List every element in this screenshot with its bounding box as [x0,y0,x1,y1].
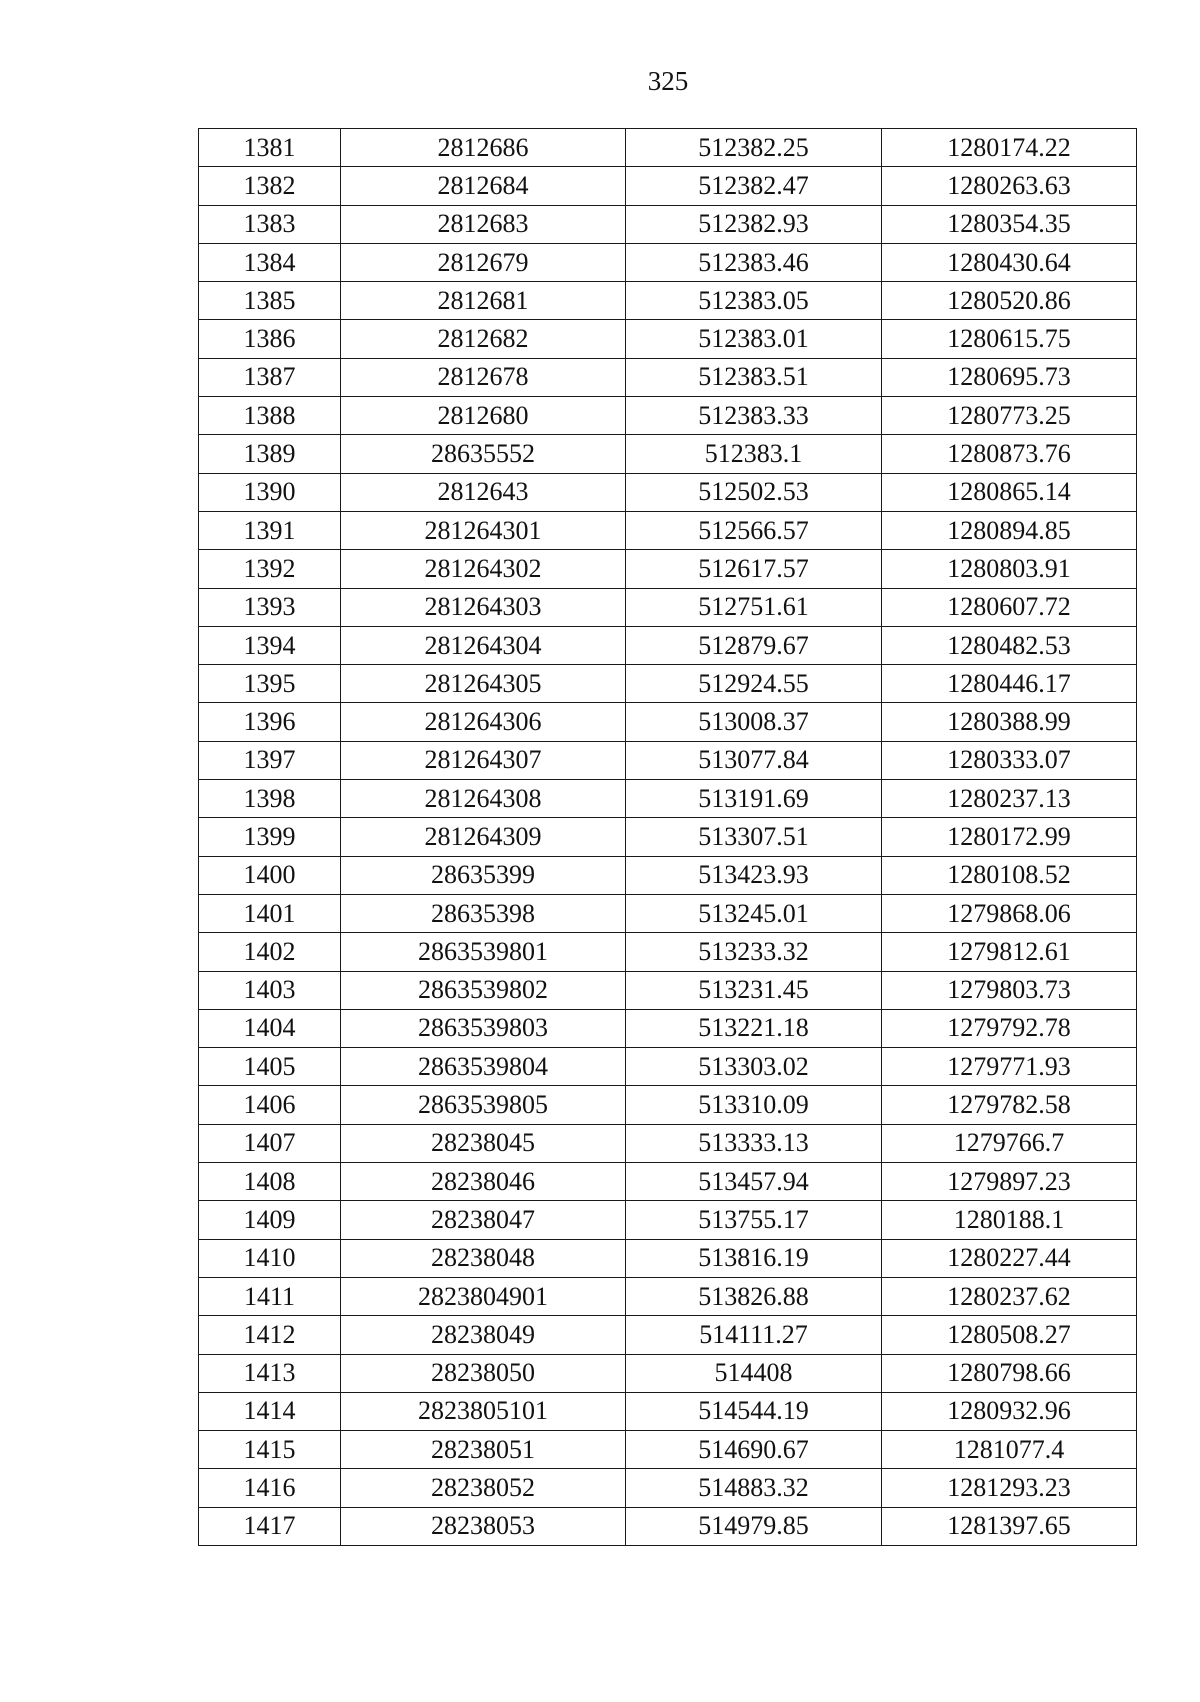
y-coordinate-cell: 1280188.1 [882,1201,1137,1239]
y-coordinate-cell: 1280894.85 [882,511,1137,549]
table-row [199,626,1137,664]
point-id-cell: 2823804901 [341,1277,626,1315]
y-coordinate-cell: 1281077.4 [882,1431,1137,1469]
table-row [199,1048,1137,1086]
table-row [199,1163,1137,1201]
row-number-cell: 1385 [199,282,341,320]
y-coordinate-cell: 1279803.73 [882,971,1137,1009]
y-coordinate-cell: 1280873.76 [882,435,1137,473]
x-coordinate-cell: 512383.1 [626,435,882,473]
row-number-cell: 1390 [199,473,341,511]
table-row [199,1469,1137,1507]
x-coordinate-cell: 513231.45 [626,971,882,1009]
y-coordinate-cell: 1280865.14 [882,473,1137,511]
y-coordinate-cell: 1280615.75 [882,320,1137,358]
x-coordinate-cell: 513221.18 [626,1009,882,1047]
table-row [199,282,1137,320]
point-id-cell: 28238045 [341,1124,626,1162]
point-id-cell: 2863539802 [341,971,626,1009]
x-coordinate-cell: 513191.69 [626,780,882,818]
row-number-cell: 1384 [199,243,341,281]
table-row [199,1201,1137,1239]
row-number-cell: 1410 [199,1239,341,1277]
row-number-cell: 1387 [199,358,341,396]
point-id-cell: 2863539805 [341,1086,626,1124]
table-row [199,435,1137,473]
x-coordinate-cell: 513233.32 [626,933,882,971]
row-number-cell: 1382 [199,167,341,205]
y-coordinate-cell: 1279868.06 [882,894,1137,932]
point-id-cell: 2812684 [341,167,626,205]
point-id-cell: 28635398 [341,894,626,932]
point-id-cell: 28238053 [341,1507,626,1545]
point-id-cell: 2812643 [341,473,626,511]
x-coordinate-cell: 512924.55 [626,665,882,703]
y-coordinate-cell: 1279766.7 [882,1124,1137,1162]
x-coordinate-cell: 512879.67 [626,626,882,664]
y-coordinate-cell: 1280237.62 [882,1277,1137,1315]
row-number-cell: 1409 [199,1201,341,1239]
table-row [199,894,1137,932]
row-number-cell: 1400 [199,856,341,894]
row-number-cell: 1405 [199,1048,341,1086]
x-coordinate-cell: 512617.57 [626,550,882,588]
row-number-cell: 1388 [199,397,341,435]
point-id-cell: 281264302 [341,550,626,588]
point-id-cell: 2812682 [341,320,626,358]
page-number: 325 [647,66,689,96]
table-row [199,1316,1137,1354]
point-id-cell: 28238051 [341,1431,626,1469]
y-coordinate-cell: 1280172.99 [882,818,1137,856]
x-coordinate-cell: 512382.93 [626,205,882,243]
point-id-cell: 28238048 [341,1239,626,1277]
y-coordinate-cell: 1280108.52 [882,856,1137,894]
table-row [199,167,1137,205]
table-row [199,1277,1137,1315]
point-id-cell: 2812679 [341,243,626,281]
x-coordinate-cell: 514690.67 [626,1431,882,1469]
x-coordinate-cell: 512751.61 [626,588,882,626]
x-coordinate-cell: 512566.57 [626,511,882,549]
row-number-cell: 1413 [199,1354,341,1392]
table-row [199,1354,1137,1392]
y-coordinate-cell: 1279812.61 [882,933,1137,971]
table-row [199,1392,1137,1430]
y-coordinate-cell: 1280174.22 [882,129,1137,167]
y-coordinate-cell: 1280263.63 [882,167,1137,205]
y-coordinate-cell: 1280446.17 [882,665,1137,703]
x-coordinate-cell: 513303.02 [626,1048,882,1086]
y-coordinate-cell: 1280695.73 [882,358,1137,396]
row-number-cell: 1399 [199,818,341,856]
row-number-cell: 1412 [199,1316,341,1354]
y-coordinate-cell: 1280333.07 [882,741,1137,779]
row-number-cell: 1402 [199,933,341,971]
point-id-cell: 281264305 [341,665,626,703]
point-id-cell: 281264303 [341,588,626,626]
table-row [199,1507,1137,1545]
x-coordinate-cell: 513008.37 [626,703,882,741]
row-number-cell: 1392 [199,550,341,588]
table-row [199,511,1137,549]
y-coordinate-cell: 1281397.65 [882,1507,1137,1545]
y-coordinate-cell: 1280773.25 [882,397,1137,435]
row-number-cell: 1414 [199,1392,341,1430]
x-coordinate-cell: 513077.84 [626,741,882,779]
point-id-cell: 28238050 [341,1354,626,1392]
y-coordinate-cell: 1280798.66 [882,1354,1137,1392]
y-coordinate-cell: 1280354.35 [882,205,1137,243]
row-number-cell: 1406 [199,1086,341,1124]
x-coordinate-cell: 512383.46 [626,243,882,281]
x-coordinate-cell: 513245.01 [626,894,882,932]
table-row [199,741,1137,779]
x-coordinate-cell: 514883.32 [626,1469,882,1507]
row-number-cell: 1383 [199,205,341,243]
x-coordinate-cell: 512383.01 [626,320,882,358]
point-id-cell: 28635552 [341,435,626,473]
row-number-cell: 1401 [199,894,341,932]
y-coordinate-cell: 1279771.93 [882,1048,1137,1086]
table-row [199,358,1137,396]
x-coordinate-cell: 513755.17 [626,1201,882,1239]
point-id-cell: 2812683 [341,205,626,243]
row-number-cell: 1391 [199,511,341,549]
row-number-cell: 1394 [199,626,341,664]
point-id-cell: 2812680 [341,397,626,435]
table-row [199,933,1137,971]
y-coordinate-cell: 1281293.23 [882,1469,1137,1507]
y-coordinate-cell: 1280482.53 [882,626,1137,664]
x-coordinate-cell: 512382.47 [626,167,882,205]
x-coordinate-cell: 513423.93 [626,856,882,894]
row-number-cell: 1408 [199,1163,341,1201]
y-coordinate-cell: 1280932.96 [882,1392,1137,1430]
x-coordinate-cell: 513816.19 [626,1239,882,1277]
x-coordinate-cell: 513826.88 [626,1277,882,1315]
y-coordinate-cell: 1280237.13 [882,780,1137,818]
table-row [199,856,1137,894]
row-number-cell: 1389 [199,435,341,473]
row-number-cell: 1403 [199,971,341,1009]
point-id-cell: 281264304 [341,626,626,664]
y-coordinate-cell: 1280388.99 [882,703,1137,741]
row-number-cell: 1396 [199,703,341,741]
point-id-cell: 28635399 [341,856,626,894]
x-coordinate-cell: 512383.33 [626,397,882,435]
point-id-cell: 2863539801 [341,933,626,971]
table-row [199,780,1137,818]
coordinates-table [198,128,1137,1546]
table-row [199,473,1137,511]
point-id-cell: 2823805101 [341,1392,626,1430]
point-id-cell: 281264307 [341,741,626,779]
point-id-cell: 2812681 [341,282,626,320]
y-coordinate-cell: 1280520.86 [882,282,1137,320]
x-coordinate-cell: 513310.09 [626,1086,882,1124]
table-row [199,243,1137,281]
row-number-cell: 1381 [199,129,341,167]
table-row [199,665,1137,703]
table-row [199,1124,1137,1162]
table-row [199,971,1137,1009]
table-row [199,588,1137,626]
y-coordinate-cell: 1280430.64 [882,243,1137,281]
row-number-cell: 1395 [199,665,341,703]
row-number-cell: 1404 [199,1009,341,1047]
row-number-cell: 1415 [199,1431,341,1469]
point-id-cell: 2812678 [341,358,626,396]
point-id-cell: 281264306 [341,703,626,741]
table-row [199,129,1137,167]
x-coordinate-cell: 512383.51 [626,358,882,396]
table-row [199,550,1137,588]
table-body [199,129,1137,1546]
y-coordinate-cell: 1280803.91 [882,550,1137,588]
table-row [199,1239,1137,1277]
point-id-cell: 281264308 [341,780,626,818]
row-number-cell: 1386 [199,320,341,358]
table-row [199,1009,1137,1047]
x-coordinate-cell: 513457.94 [626,1163,882,1201]
x-coordinate-cell: 514408 [626,1354,882,1392]
row-number-cell: 1411 [199,1277,341,1315]
table-row [199,205,1137,243]
table-row [199,818,1137,856]
point-id-cell: 2812686 [341,129,626,167]
table-row [199,397,1137,435]
row-number-cell: 1417 [199,1507,341,1545]
x-coordinate-cell: 514111.27 [626,1316,882,1354]
point-id-cell: 28238047 [341,1201,626,1239]
x-coordinate-cell: 513307.51 [626,818,882,856]
row-number-cell: 1393 [199,588,341,626]
table-row [199,703,1137,741]
y-coordinate-cell: 1279782.58 [882,1086,1137,1124]
point-id-cell: 2863539803 [341,1009,626,1047]
table-row [199,320,1137,358]
point-id-cell: 2863539804 [341,1048,626,1086]
y-coordinate-cell: 1279897.23 [882,1163,1137,1201]
y-coordinate-cell: 1279792.78 [882,1009,1137,1047]
point-id-cell: 28238046 [341,1163,626,1201]
y-coordinate-cell: 1280508.27 [882,1316,1137,1354]
point-id-cell: 281264301 [341,511,626,549]
x-coordinate-cell: 512502.53 [626,473,882,511]
point-id-cell: 28238049 [341,1316,626,1354]
row-number-cell: 1398 [199,780,341,818]
x-coordinate-cell: 513333.13 [626,1124,882,1162]
table-row [199,1086,1137,1124]
x-coordinate-cell: 512382.25 [626,129,882,167]
row-number-cell: 1416 [199,1469,341,1507]
x-coordinate-cell: 512383.05 [626,282,882,320]
point-id-cell: 281264309 [341,818,626,856]
y-coordinate-cell: 1280607.72 [882,588,1137,626]
row-number-cell: 1407 [199,1124,341,1162]
table-row [199,1431,1137,1469]
y-coordinate-cell: 1280227.44 [882,1239,1137,1277]
row-number-cell: 1397 [199,741,341,779]
x-coordinate-cell: 514544.19 [626,1392,882,1430]
x-coordinate-cell: 514979.85 [626,1507,882,1545]
point-id-cell: 28238052 [341,1469,626,1507]
